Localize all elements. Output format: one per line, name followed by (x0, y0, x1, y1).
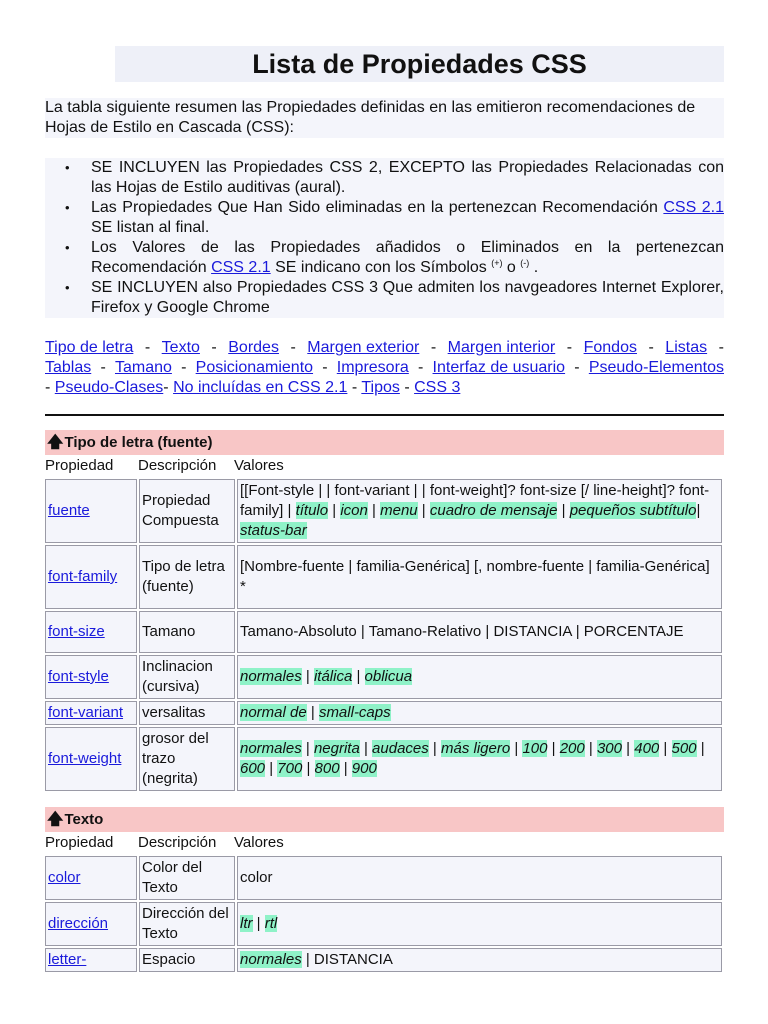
keyword: itálica (313, 668, 353, 685)
nav-separator: - (322, 359, 328, 376)
nav-separator: - (574, 359, 580, 376)
section-heading (45, 807, 724, 832)
note-text: Las Propiedades Que Han Sido eliminadas en la pertenezcan Recomendación (91, 199, 664, 216)
value-text: | DISTANCIA (301, 951, 393, 968)
nav-interfaz-de-usuario[interactable]: Interfaz de usuario (432, 359, 566, 376)
desc-cell: Inclinacion (cursiva) (139, 655, 235, 699)
table-row (45, 545, 722, 609)
nav-no-incluidas[interactable]: No incluídas en CSS 2.1 (173, 379, 348, 396)
desc-cell: Espacio (139, 948, 235, 972)
plus-symbol: (+) (491, 258, 503, 268)
prop-link-letter-spacing[interactable]: letter- (48, 951, 87, 968)
note-item (45, 158, 724, 198)
section-tipo-de-letra (45, 430, 724, 793)
col-descripcion: Descripción (138, 834, 217, 851)
note-item (45, 238, 724, 278)
prop-link-font-style[interactable]: font-style (48, 668, 109, 685)
prop-link-direccion[interactable]: dirección (48, 915, 109, 932)
nav-tablas[interactable]: Tablas (45, 359, 92, 376)
nav-line (45, 358, 724, 378)
note-text: SE listan al final. (91, 219, 210, 236)
keyword: rtl (264, 915, 278, 932)
table-row (45, 727, 722, 791)
nav-fondos[interactable]: Fondos (583, 339, 637, 356)
section-texto (45, 807, 724, 974)
property-table (43, 854, 724, 974)
note-text: SE indicano con los Símbolos (270, 259, 492, 276)
nav-bordes[interactable]: Bordes (228, 339, 279, 356)
desc-cell: Color del Texto (139, 856, 235, 900)
keyword: pequeños subtítulo (569, 502, 697, 519)
section-heading (45, 430, 724, 455)
desc-cell: Propiedad Compuesta (139, 479, 235, 543)
nav-separator: - (45, 379, 51, 396)
note-text: Los Valores de las Propiedades añadidos o Eliminados en la pertenezcan Recomendación (91, 239, 724, 276)
table-row (45, 655, 722, 699)
page-title: Lista de Propiedades CSS (115, 46, 724, 82)
css21-link[interactable]: CSS 2.1 (663, 199, 724, 216)
keyword: ltr (240, 915, 253, 932)
nav-css3[interactable]: CSS 3 (414, 379, 461, 396)
intro-paragraph: La tabla siguiente resumen las Propiedades definidas en las emitieron recomendaciones de Hojas de Estilo en Cascada (CSS): (45, 98, 724, 138)
keyword: 900 (351, 760, 377, 777)
prop-cell (45, 479, 137, 543)
desc-cell: grosor del trazo (negrita) (139, 727, 235, 791)
nav-separator: - (404, 379, 410, 396)
section-title: Texto (64, 811, 104, 828)
desc-cell: Tipo de letra (fuente) (139, 545, 235, 609)
up-arrow-icon[interactable]: 🡅 (47, 434, 64, 451)
prop-link-font-variant[interactable]: font-variant (48, 704, 124, 721)
nav-separator: - (181, 359, 187, 376)
prop-link-color[interactable]: color (48, 869, 81, 886)
nav-separator: - (648, 339, 654, 356)
property-table (43, 477, 724, 793)
keyword: normales (240, 740, 302, 757)
col-valores: Valores (234, 457, 284, 474)
nav-margen-interior[interactable]: Margen interior (447, 339, 556, 356)
value-cell: [[Font-style | | font-variant | | font-weight]? font-size [/ line-height]? font-family] | título | icon | menu | cuadro de mensaje | pequeños subtítulo| status-bar (237, 479, 722, 543)
value-cell: [Nombre-fuente | familia-Genérica] [, nombre-fuente | familia-Genérica] * (237, 545, 722, 609)
notes-list (45, 158, 724, 318)
col-propiedad: Propiedad (45, 457, 114, 474)
prop-cell (45, 902, 137, 946)
nav-separator: - (418, 359, 424, 376)
keyword: oblicua (364, 668, 413, 685)
nav-listas[interactable]: Listas (665, 339, 708, 356)
keyword: small-caps (318, 704, 391, 721)
keyword: normales (240, 951, 302, 968)
note-text: SE INCLUYEN las Propiedades CSS 2, EXCEPTO las Propiedades Relacionadas con las Hojas de Estilo auditivas (aural). (91, 159, 724, 196)
desc-cell: Tamano (139, 611, 235, 653)
desc-cell: versalitas (139, 701, 235, 725)
keyword: cuadro de mensaje (429, 502, 558, 519)
nav-separator: - (144, 339, 151, 356)
nav-tipos[interactable]: Tipos (361, 379, 400, 396)
keyword: 100 (522, 740, 548, 757)
keyword: 400 (634, 740, 660, 757)
keyword: negrita (313, 740, 360, 757)
keyword: normal de (240, 704, 307, 721)
keyword: 300 (596, 740, 622, 757)
nav-separator: - (163, 379, 169, 396)
keyword: 500 (671, 740, 697, 757)
nav-separator: - (211, 339, 217, 356)
up-arrow-icon[interactable]: 🡅 (47, 811, 64, 828)
nav-separator: - (290, 339, 296, 356)
keyword: 200 (559, 740, 585, 757)
value-cell: color (237, 856, 722, 900)
prop-link-font-family[interactable]: font-family (48, 568, 118, 585)
keyword: 600 (240, 760, 266, 777)
keyword: 800 (314, 760, 340, 777)
col-descripcion: Descripción (138, 457, 217, 474)
keyword: título (295, 502, 329, 519)
prop-cell (45, 727, 137, 791)
horizontal-rule (45, 414, 724, 416)
prop-cell (45, 856, 137, 900)
prop-cell (45, 545, 137, 609)
value-cell: normales | itálica | oblicua (237, 655, 722, 699)
column-headers (45, 455, 724, 477)
nav-pseudo-clases[interactable]: Pseudo-Clases (54, 379, 164, 396)
table-row (45, 479, 722, 543)
nav-separator: - (430, 339, 437, 356)
nav-pseudo-elementos[interactable]: Pseudo-Elementos (588, 359, 724, 376)
nav-tipo-de-letra[interactable]: Tipo de letra (45, 339, 134, 356)
prop-link-font-weight[interactable]: font-weight (48, 750, 122, 767)
section-nav (45, 338, 724, 398)
table-row (45, 856, 722, 900)
nav-separator: - (718, 339, 724, 356)
nav-separator: - (100, 359, 106, 376)
value-text: [[Font-style | | font-variant | | font-weight]? font-size [/ line-height]? font-family] | (240, 482, 710, 519)
col-valores: Valores (234, 834, 284, 851)
note-text: o (502, 259, 521, 276)
nav-line (45, 378, 724, 398)
nav-margen-exterior[interactable]: Margen exterior (307, 339, 420, 356)
keyword: icon (340, 502, 368, 519)
css21-link[interactable]: CSS 2.1 (211, 259, 271, 276)
value-cell: Tamano-Absoluto | Tamano-Relativo | DISTANCIA | PORCENTAJE (237, 611, 722, 653)
value-cell: ltr | rtl (237, 902, 722, 946)
note-item (45, 278, 724, 318)
prop-cell (45, 611, 137, 653)
nav-texto[interactable]: Texto (161, 339, 200, 356)
nav-posicionamiento[interactable]: Posicionamiento (195, 359, 314, 376)
minus-symbol: (-) (520, 258, 530, 268)
nav-impresora[interactable]: Impresora (336, 359, 409, 376)
col-propiedad: Propiedad (45, 834, 114, 851)
nav-tamano[interactable]: Tamano (114, 359, 172, 376)
desc-cell: Dirección del Texto (139, 902, 235, 946)
nav-line (45, 338, 724, 358)
keyword: 700 (277, 760, 303, 777)
prop-link-fuente[interactable]: fuente (48, 502, 90, 519)
note-item (45, 198, 724, 238)
value-cell: normales | negrita | audaces | más ligero | 100 | 200 | 300 | 400 | 500 | 600 | 700 | 800 | 900 (237, 727, 722, 791)
prop-cell (45, 655, 137, 699)
table-row (45, 701, 722, 725)
section-title: Tipo de letra (fuente) (64, 434, 213, 451)
nav-separator: - (351, 379, 358, 396)
table-row (45, 611, 722, 653)
keyword: audaces (372, 740, 429, 757)
prop-cell (45, 701, 137, 725)
keyword: menu (380, 502, 418, 519)
note-text: . (529, 259, 539, 276)
note-text: SE INCLUYEN also Propiedades CSS 3 Que admiten los navgeadores Internet Explorer, Firefox y Google Chrome (91, 279, 724, 316)
value-cell (237, 948, 722, 972)
prop-link-font-size[interactable]: font-size (48, 623, 105, 640)
value-cell: normal de | small-caps (237, 701, 722, 725)
keyword: más ligero (441, 740, 511, 757)
table-row (45, 902, 722, 946)
keyword: normales (240, 668, 302, 685)
prop-cell (45, 948, 137, 972)
keyword: status-bar (240, 522, 307, 539)
column-headers (45, 832, 724, 854)
table-row (45, 948, 722, 972)
nav-separator: - (566, 339, 573, 356)
